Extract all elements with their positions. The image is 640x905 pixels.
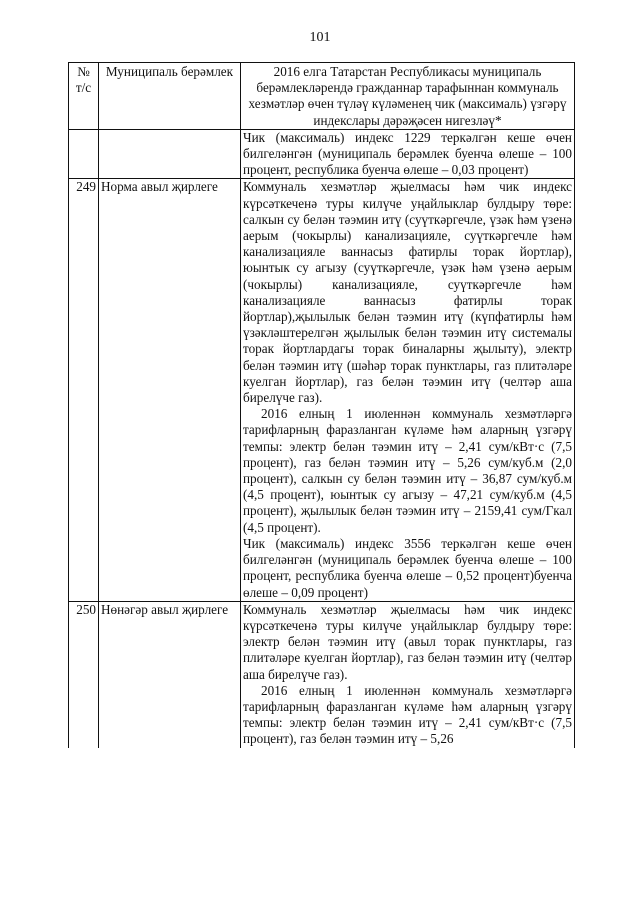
row-num: 249 <box>69 179 99 601</box>
row-municipality: Норма авыл җирлеге <box>99 179 241 601</box>
row-num: 250 <box>69 601 99 747</box>
header-num: № т/с <box>69 63 99 130</box>
description-paragraph: 2016 елның 1 июленнән коммуналь хезмәтләргә тарифларның фаразланган күләме һәм аларның үзгәрү темпы: электр белән тәэмин итү – 2,41 сум/кВт·с (7,5 процент), газ белән тәэмин итү – 5,26 <box>243 682 572 747</box>
header-description: 2016 елга Татарстан Республикасы муниципаль берәмлекләрендә гражданнар тарафыннан коммуналь хезмәтләр өчен түләү күләменең чик (максималь) үзгәрү индекслары дәрәҗәсен нигезләү* <box>241 63 575 130</box>
description-paragraph: 2016 елның 1 июленнән коммуналь хезмәтләргә тарифларның фаразланган күләме һәм аларның үзгәрү темпы: электр белән тәэмин итү – 2,41 сум/кВт·с (7,5 процент), газ белән тәэмин итү – 5,26 сум/куб.м (2,0 процент), салкын су белән тәэмин итү – 36,87 сум/куб.м (4,5 процент), юынтык су агызу – 47,21 сум/куб.м (4,5 процент), җылылык белән тәэмин итү – 2159,41 сум/Гкал (4,5 процент). <box>243 406 572 535</box>
row-description <box>241 129 575 179</box>
table-row <box>69 179 575 601</box>
table-row <box>69 129 575 179</box>
row-municipality: Нөнәгәр авыл җирлеге <box>99 601 241 747</box>
row-description <box>241 601 575 747</box>
page-number: 101 <box>309 30 331 45</box>
row-num <box>69 129 99 179</box>
table-header-row <box>69 63 575 130</box>
description-paragraph: Коммуналь хезмәтләр җыелмасы һәм чик индекс күрсәткеченә туры килүче уңайлыклар булдыру төре: салкын су белән тәэмин итү (суүткәргечле, үзәк һәм үзенә аерым (чокырлы) канализацияле, суүткәргечле һәм канализацияле ваннасыз фатирлы торак йортлар), юынтык су агызу (суүткәргечле, үзәк һәм үзенә аерым (чокырлы) канализацияле, суүткәргечле һәм канализацияле ваннасыз фатирлы торак йортлар),җылылык белән тәэмин итү (күпфатирлы һәм үзәкләштерелгән җылылык белән тәэмин итү системалы торак йортлардагы торак биналарны җылыту), электр белән тәэмин итү (шәһәр торак пунктлары, газ плитәләре куелган йортлар), газ белән тәэмин итү (челтәр аша бирелүче газ). <box>243 179 572 406</box>
row-municipality <box>99 129 241 179</box>
row-description <box>241 179 575 601</box>
header-municipality: Муниципаль берәмлек <box>99 63 241 130</box>
index-table <box>68 62 575 748</box>
description-paragraph: Чик (максималь) индекс 1229 теркәлгән кеше өчен билгеләнгән (муниципаль берәмлек буенча өлеше – 100 процент, республика буенча өлеше – 0,03 процент) <box>243 129 572 178</box>
description-paragraph: Чик (максималь) индекс 3556 теркәлгән кеше өчен билгеләнгән (муниципаль берәмлек буенча өлеше – 100 процент, республика буенча өлеше – 0,52 процент)буенча өлеше – 0,09 процент) <box>243 535 572 600</box>
description-paragraph: Коммуналь хезмәтләр җыелмасы һәм чик индекс күрсәткеченә туры килүче уңайлыклар булдыру төре: электр белән тәэмин итү (авыл торак пунктлары, газ плитәләре куелган йортлар), газ белән тәэмин итү (челтәр аша бирелүче газ). <box>243 601 572 682</box>
table-row <box>69 601 575 747</box>
